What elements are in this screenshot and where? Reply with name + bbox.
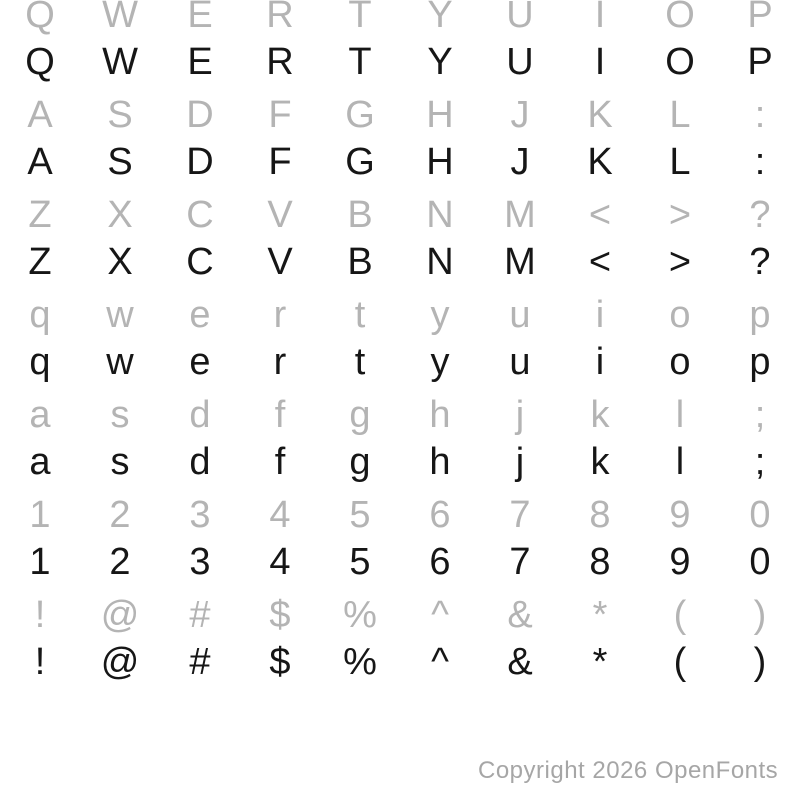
- glyph-cell: i: [595, 294, 605, 336]
- glyph-row-gray-1: [0, 0, 800, 39]
- glyph-cell: ?: [749, 241, 771, 283]
- glyph-cell: p: [749, 341, 771, 383]
- glyph-cell: *: [592, 641, 608, 683]
- glyph-cell: M: [504, 194, 536, 236]
- glyph-cell: N: [426, 194, 454, 236]
- glyph-cell: l: [675, 394, 685, 436]
- glyph-cell: 9: [669, 541, 691, 583]
- glyph-cell: <: [588, 241, 612, 283]
- glyph-cell: s: [110, 441, 130, 483]
- glyph-cell: w: [106, 294, 134, 336]
- glyph-cell: Q: [25, 41, 55, 83]
- glyph-cell: I: [594, 41, 606, 83]
- glyph-cell: W: [102, 0, 138, 36]
- glyph-cell: 7: [509, 541, 531, 583]
- glyph-cell: q: [29, 341, 51, 383]
- glyph-cell: 6: [429, 541, 451, 583]
- glyph-cell: u: [509, 341, 531, 383]
- glyph-row-black-3: [0, 238, 800, 286]
- glyph-cell: B: [347, 241, 373, 283]
- glyph-cell: 1: [29, 494, 51, 536]
- glyph-cell: $: [269, 641, 291, 683]
- glyph-cell: k: [590, 441, 610, 483]
- glyph-cell: r: [273, 294, 287, 336]
- glyph-cell: a: [29, 394, 51, 436]
- glyph-cell: 0: [749, 494, 771, 536]
- glyph-cell: p: [749, 294, 771, 336]
- glyph-cell: u: [509, 294, 531, 336]
- glyph-cell: ^: [431, 594, 449, 636]
- glyph-cell: G: [345, 94, 375, 136]
- glyph-cell: @: [100, 641, 140, 683]
- glyph-cell: d: [189, 394, 211, 436]
- glyph-cell: U: [506, 41, 534, 83]
- glyph-cell: w: [106, 341, 134, 383]
- glyph-cell: X: [107, 241, 133, 283]
- glyph-cell: 2: [109, 494, 131, 536]
- glyph-cell: d: [189, 441, 211, 483]
- glyph-cell: J: [510, 141, 530, 183]
- glyph-cell: $: [269, 594, 291, 636]
- glyph-cell: T: [348, 0, 372, 36]
- glyph-cell: e: [189, 341, 211, 383]
- glyph-row-gray-5: [0, 391, 800, 439]
- glyph-cell: !: [34, 594, 46, 636]
- glyph-cell: T: [348, 41, 372, 83]
- glyph-cell: f: [274, 394, 286, 436]
- glyph-row-gray-3: [0, 191, 800, 239]
- glyph-cell: ): [753, 594, 767, 636]
- glyph-cell: J: [510, 94, 530, 136]
- glyph-cell: (: [673, 594, 687, 636]
- glyph-cell: X: [107, 194, 133, 236]
- glyph-cell: E: [187, 0, 213, 36]
- glyph-cell: 3: [189, 541, 211, 583]
- glyph-cell: #: [189, 641, 211, 683]
- glyph-cell: K: [587, 94, 613, 136]
- glyph-row-black-4: [0, 338, 800, 386]
- glyph-cell: t: [354, 341, 366, 383]
- glyph-cell: 5: [349, 541, 371, 583]
- glyph-cell: *: [592, 594, 608, 636]
- glyph-row-gray-6: [0, 491, 800, 539]
- glyph-cell: a: [29, 441, 51, 483]
- copyright-watermark: Copyright 2026 OpenFonts: [478, 757, 779, 784]
- glyph-cell: Y: [427, 0, 453, 36]
- glyph-cell: h: [429, 441, 451, 483]
- glyph-cell: Q: [25, 0, 55, 36]
- glyph-cell: ;: [754, 394, 766, 436]
- glyph-cell: S: [107, 94, 133, 136]
- glyph-cell: 6: [429, 494, 451, 536]
- glyph-cell: o: [669, 341, 691, 383]
- glyph-cell: g: [349, 394, 371, 436]
- glyph-cell: r: [273, 341, 287, 383]
- glyph-cell: l: [675, 441, 685, 483]
- glyph-cell: C: [186, 241, 214, 283]
- glyph-cell: H: [426, 141, 454, 183]
- glyph-cell: h: [429, 394, 451, 436]
- glyph-cell: %: [343, 641, 377, 683]
- glyph-row-black-2: [0, 138, 800, 186]
- glyph-cell: &: [507, 641, 533, 683]
- glyph-cell: O: [665, 0, 695, 36]
- glyph-cell: o: [669, 294, 691, 336]
- glyph-cell: R: [266, 41, 294, 83]
- glyph-cell: 1: [29, 541, 51, 583]
- glyph-row-gray-2: [0, 91, 800, 139]
- glyph-cell: ;: [754, 441, 766, 483]
- glyph-cell: V: [267, 194, 293, 236]
- glyph-cell: O: [665, 41, 695, 83]
- glyph-cell: 7: [509, 494, 531, 536]
- glyph-cell: K: [587, 141, 613, 183]
- glyph-cell: @: [100, 594, 140, 636]
- glyph-cell: ^: [431, 641, 449, 683]
- glyph-cell: 4: [269, 541, 291, 583]
- glyph-cell: ?: [749, 194, 771, 236]
- glyph-row-black-6: [0, 538, 800, 586]
- glyph-cell: H: [426, 94, 454, 136]
- glyph-cell: A: [27, 94, 53, 136]
- glyph-cell: y: [430, 341, 450, 383]
- glyph-cell: F: [268, 141, 292, 183]
- glyph-cell: W: [102, 41, 138, 83]
- glyph-cell: >: [668, 194, 692, 236]
- glyph-cell: y: [430, 294, 450, 336]
- glyph-cell: S: [107, 141, 133, 183]
- glyph-cell: E: [187, 41, 213, 83]
- glyph-cell: V: [267, 241, 293, 283]
- glyph-cell: L: [669, 141, 691, 183]
- glyph-cell: 5: [349, 494, 371, 536]
- glyph-cell: C: [186, 194, 214, 236]
- glyph-cell: 0: [749, 541, 771, 583]
- glyph-cell: &: [507, 594, 533, 636]
- glyph-cell: e: [189, 294, 211, 336]
- glyph-row-black-7: [0, 638, 800, 686]
- glyph-cell: 3: [189, 494, 211, 536]
- glyph-cell: :: [754, 141, 766, 183]
- glyph-cell: D: [186, 94, 214, 136]
- glyph-cell: 8: [589, 541, 611, 583]
- glyph-cell: A: [27, 141, 53, 183]
- glyph-cell: f: [274, 441, 286, 483]
- glyph-cell: F: [268, 94, 292, 136]
- glyph-cell: 4: [269, 494, 291, 536]
- glyph-cell: M: [504, 241, 536, 283]
- glyph-cell: 2: [109, 541, 131, 583]
- glyph-cell: :: [754, 94, 766, 136]
- glyph-cell: P: [747, 0, 773, 36]
- glyph-cell: g: [349, 441, 371, 483]
- glyph-cell: D: [186, 141, 214, 183]
- glyph-cell: %: [343, 594, 377, 636]
- glyph-cell: j: [515, 441, 525, 483]
- glyph-cell: U: [506, 0, 534, 36]
- glyph-cell: I: [594, 0, 606, 36]
- glyph-row-black-5: [0, 438, 800, 486]
- glyph-cell: s: [110, 394, 130, 436]
- glyph-cell: t: [354, 294, 366, 336]
- glyph-cell: i: [595, 341, 605, 383]
- glyph-cell: B: [347, 194, 373, 236]
- glyph-cell: 8: [589, 494, 611, 536]
- glyph-cell: ): [753, 641, 767, 683]
- glyph-cell: Z: [28, 241, 52, 283]
- glyph-cell: 9: [669, 494, 691, 536]
- glyph-row-black-1: [0, 38, 800, 86]
- glyph-cell: L: [669, 94, 691, 136]
- glyph-cell: !: [34, 641, 46, 683]
- glyph-cell: <: [588, 194, 612, 236]
- glyph-cell: (: [673, 641, 687, 683]
- glyph-cell: Z: [28, 194, 52, 236]
- glyph-cell: Y: [427, 41, 453, 83]
- glyph-cell: G: [345, 141, 375, 183]
- glyph-row-gray-7: [0, 591, 800, 639]
- glyph-cell: P: [747, 41, 773, 83]
- glyph-cell: >: [668, 241, 692, 283]
- glyph-cell: k: [590, 394, 610, 436]
- glyph-cell: #: [189, 594, 211, 636]
- glyph-cell: j: [515, 394, 525, 436]
- glyph-cell: N: [426, 241, 454, 283]
- glyph-row-gray-4: [0, 291, 800, 339]
- glyph-cell: R: [266, 0, 294, 36]
- glyph-cell: q: [29, 294, 51, 336]
